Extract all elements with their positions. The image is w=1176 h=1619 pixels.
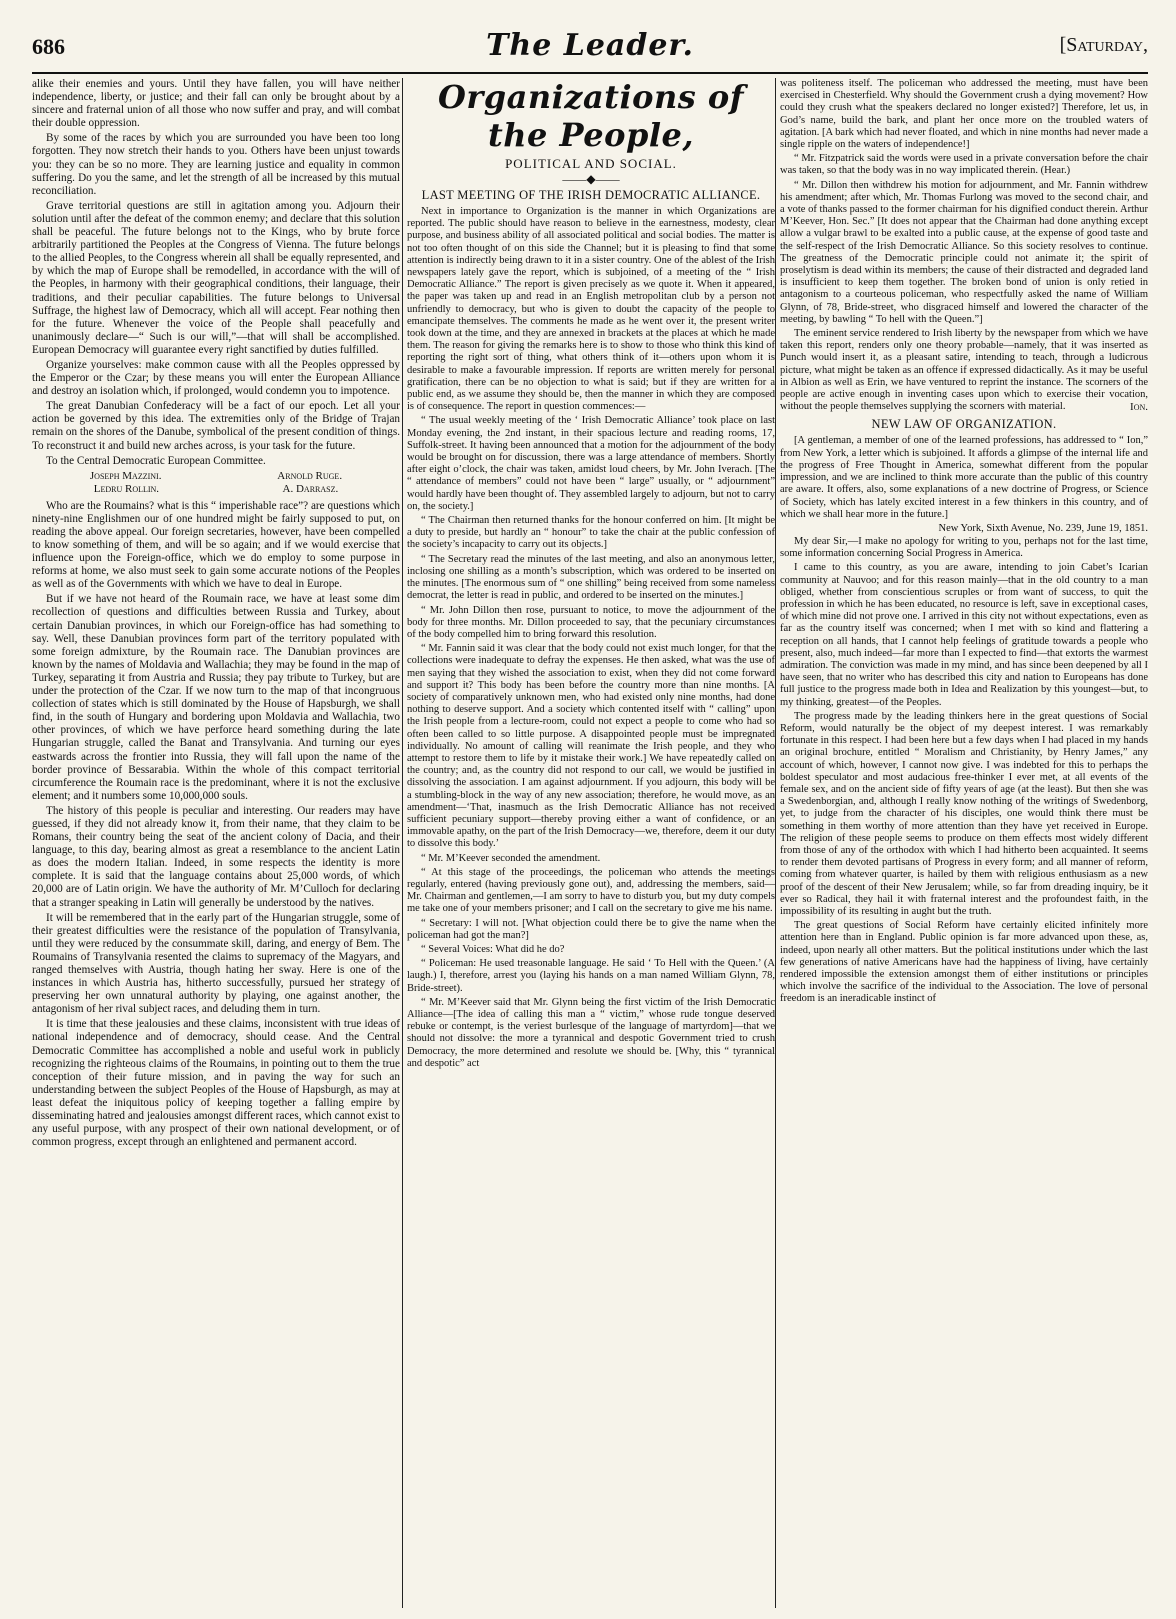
issue-date: [Saturday,	[1059, 34, 1148, 56]
paragraph: Who are the Roumains? what is this “ imperishable race”? are questions which ninety-nine Englishmen our of one hundred might be fairly supposed to put, on reading the above appeal. Our foreign secretaries, however, have been compelled to know something of them, and will be so again; and if we would exercise that influence upon the Foreign-office, which we do employ to some purpose in reforms at home, we also must seek to gain some accurate notions of the Peoples as well as of the Governments with which we have to deal in Europe.	[32, 499, 400, 591]
column-2	[407, 78, 775, 1608]
signature: Ledru Rollin.	[93, 482, 160, 495]
paragraph: “ Mr. Fannin said it was clear that the body could not exist much longer, for that the collections were inadequate to defray the expenses. He then asked, what was the use of men saying that they wished the association to exist, when they did not come forward and support it? This body has been before the country more than nine months. [A society of comparatively unknown men, who had existed only nine months, had done nothing to deserve support. And a society which contented itself with “ calling” upon the Irish people from a lecture-room, could not expect a people to come who had so often been called to so little purpose. A disappointed people must be impregnated individually. No amount of calling will reanimate the Irish people, and they who attempt to restore them to life by it mistake their work.] We have repeatedly called on the country; and, as the country did not respond to our call, we would be justified in dissolving the association. I am against adjournment. If you adjourn, this body will be a stumbling-block in the way of any new association; therefore, he would move, as an amendment—‘That, inasmuch as the Irish Democratic Alliance has not received sufficient pecuniary support—thereby proving either a want of confidence, or an immovable apathy, on the part of the Irish Democracy—we, therefore, deem it our duty to dissolve this body.’	[407, 643, 775, 850]
signature: Arnold Ruge.	[277, 469, 343, 482]
paragraph: “ At this stage of the proceedings, the policeman who attends the meetings regularly, entered (having previously gone out), and, addressing the members, said— Mr. Chairman and gentlemen,—I am sorry to have to disturb you, but my duty compels me take one of your members prisoner; and I call on the secretary to give me his name.	[407, 866, 775, 915]
paragraph: “ Mr. John Dillon then rose, pursuant to notice, to move the adjournment of the body for three months. Mr. Dillon proceeded to say, that the pecuniary circumstances of the body compelled him to bring forward this resolution.	[407, 604, 775, 640]
column-3	[780, 78, 1148, 1608]
author-signature: Ion.	[1130, 401, 1148, 414]
paragraph: It is time that these jealousies and these claims, inconsistent with true ideas of national independence and of democracy, should cease. And the Central Democratic Committee has accomplished a noble and useful work in publicly recognizing the righteous claims of the Roumains, in pointing out to them the true conception of their future mission, and in paving the way for such an understanding between the subject Peoples of the House of Hapsburgh, as may at least defeat the iniquitous policy of keeping together a falling empire by disseminating hatred and jealousies amongst different races, which cannot exist to any useful purpose, with any prospect of their own national development, or of common progress, except through an enlightened and permanent accord.	[32, 1018, 400, 1149]
signatures-row	[32, 470, 400, 483]
paragraph: “ The Secretary read the minutes of the last meeting, and also an anonymous letter, inclosing one shilling as a month’s subscription, which was ordered to be inserted on the minutes. [The enormous sum of “ one shilling” being received from some nameless democrat, the letter is read in public, and ordered to be inserted on the minutes.]	[407, 553, 775, 602]
page-header	[32, 26, 1148, 66]
paragraph: The progress made by the leading thinkers here in the great questions of Social Reform, would naturally be the object of my deepest interest. I was remarkably fortunate in this respect. I had been here but a few days when I had placed in my hands an original brochure, entitled “ Moralism and Christianity, by Henry James,” any account of which, however, I cannot now give. I was indebted for this to perhaps the boldest speculator and most audacious free-thinker I ever met, at all events of the female sex, and on the ancient side of fifty years of age (at the least). But then she was a Swedenborgian, and, although I really know nothing of the writings of Swedenborg, yet, to judge from the character of his disciples, one would think there must be something in them worthy of more attention than they have yet received in Europe. The religion of these people seems to produce on them effects most widely different from those of any of the orthodox with which I had hitherto been acquainted. It seems to render them devoted partisans of Progress in every form; and all manner of reform, coming from whatever quarter, is hailed by them with religious enthusiasm as a new proof of the descent of their New Jerusalem; while, so far from dreading inquiry, be it ever so Radical, they hail it with fraternal interest and the profoundest faith, in the impossibility of its resulting in aught but the truth.	[780, 710, 1148, 917]
article-heading: NEW LAW OF ORGANIZATION.	[871, 417, 1057, 432]
column-divider	[775, 78, 776, 1608]
paragraph: [A gentleman, a member of one of the learned professions, has addressed to “ Ion,” from New York, a letter which is subjoined. It affords a glimpse of the internal life and the progress of Free Thought in America, somewhat different from the popular impression, and we are inclined to think more accurate than the public of this country are aware. It offers, also, some explanations of a new doctrine of Progress, or Science of Society, which has lately excited interest in a few thinkers in this country, and of which we shall hear more in the future.]	[780, 435, 1148, 520]
signatures-row	[32, 483, 400, 496]
column-divider	[402, 78, 403, 1608]
paragraph: “ The usual weekly meeting of the ‘ Irish Democratic Alliance’ took place on last Monday evening, the 2nd instant, in their spacious lecture and reading rooms, 17, Suffolk-street. It having been announced that a motion for the adjournment of the body would be brought on for discussion, there was a large attendance of members. Shortly after eight o’clock, the chair was taken, amidst loud cheers, by Mr. John Iverach. [The “ attendance of members” could not have been “ large” usually, or “ adjournment” would hardly have been thought of. They assembled largely to adjourn, but not to carry on, the society.]	[407, 415, 775, 512]
section-subtitle: POLITICAL AND SOCIAL.	[505, 156, 677, 171]
masthead: The Leader.	[486, 28, 694, 63]
paragraph: The eminent service rendered to Irish liberty by the newspaper from which we have taken this report, renders only one theory probable—namely, that it was inserted as Punch would insert it, as a pleasant satire, intending to teach, through a ludicrous picture, what might be taken as an offence if expressed didactically. As it may be useful in Albion as well as Erin, we have ventured to reprint the instance. The scorners of the people are active enough in inventing cases upon which to exercise their vocation, without the people themselves supplying the scorners with material.	[780, 328, 1148, 413]
paragraph: The great questions of Social Reform have certainly elicited infinitely more attention here than in England. Public opinion is far more advanced upon these, as, indeed, upon nearly all other matters. But the political institutions under which the last few generations of native Americans have had the happiness of living, have certainly rendered impossible the extension amongst them of either institutions or principles which involve the sacrifice of the individual to the Association. The love of personal freedom is an ineradicable instinct of	[780, 920, 1148, 1005]
paragraph: By some of the races by which you are surrounded you have been too long forgotten. They now stretch their hands to you. Others have been unjust towards you: they can be so no more. They are learning justice and equality in common suffering. Do you the same, and let the strength of all be increased by this mutual reconciliation.	[32, 132, 400, 197]
paragraph: “ Mr. Fitzpatrick said the words were used in a private conversation before the chair was taken, so that the body was in no way implicated therein. (Hear.)	[780, 153, 1148, 177]
paragraph: “ Policeman: He used treasonable language. He said ‘ To Hell with the Queen.’ (A laugh.) I, therefore, arrest you (laying his hands on a man named William Glynn, 78, Bride-street).	[407, 958, 775, 994]
header-rule	[32, 72, 1148, 74]
paragraph: But if we have not heard of the Roumain race, we have at least some dim recollection of questions and difficulties between Russia and Turkey, about certain Danubian provinces, in which our Foreign-office has had something to say. Well, these Danubian provinces form part of the territory populated with some foreign admixture, by the Roumain race. The Danubian provinces are known by the names of Moldavia and Wallachia; they may be found in the map of Turkey, separating it from Austria and Russia; they pay tribute to Turkey, but are under the protection of the Czar. If we now turn to the map of that incongruous collection of states which is still dominated by the House of Hapsburgh, we shall find, in the south of Hungary and bordering upon Moldavia and Wallachia, two other provinces, of which we have perforce heard something during the late Hungarian struggle, called the Banat and Transylvania. And turning our eyes eastwards across the frontier into Russia, they will fall upon the name of the border province of Bessarabia. Within the whole of this compact territorial circumference the Roumain race is the predominant, where it is not the exclusive element; and it numbers some 10,000,000 souls.	[32, 593, 400, 802]
paragraph: “ Several Voices: What did he do?	[421, 943, 565, 955]
paragraph: The great Danubian Confederacy will be a fact of our epoch. Let all your action be governed by this idea. The extremities only of the Bridge of Trajan remain on the shores of the Danube, symbolical of the present condition of things. To reconstruct it and build new arches across, is your task for the future.	[32, 400, 400, 452]
paragraph: “ Mr. Dillon then withdrew his motion for adjournment, and Mr. Fannin withdrew his amendment; after which, Mr. Thomas Furlong was moved to the second chair, and a vote of thanks passed to the former chairman for his dignified conduct therein. Arthur M’Keever, Hon. Sec.” [It does not appear that the Chairman had done anything except allow a vulgar brawl to be exalted into a public cause, at the expense of good taste and the self-respect of the Irish Democratic Alliance. So this society resolves to continue. The greatness of the Democratic principle could not animate it; the spirit of proselytism is dead within its members; the cause of their distracted and degraded land is insufficient to keep them together. The broken bond of union is only retied in antagonism to a courteous policeman, who respectfully asked the name of William Glynn, of 78, Bride-street, who disgraced himself and lowered the character of the meeting, by bawling “ To hell with the Queen.”]	[780, 179, 1148, 325]
paragraph: “ The Chairman then returned thanks for the honour conferred on him. [It might be a duty to preside, but hardly an “ honour” to take the chair at the public confession of the society’s incapacity to carry out its objects.]	[407, 515, 775, 551]
paragraph: I came to this country, as you are aware, intending to join Cabet’s Icarian community at Nauvoo; and for this reason mainly—that in the old country to a man obliged, whether from conscientious scruples or from want of success, to quit the profession in which he has been educated, no resource is left, save in exceptional cases, of which mine did not prove one. I arrived in this city not without expectations, even as far as the country itself was concerned; when I met with so kind and flattering a reception on all hands, that I cannot help feelings of gratitude towards a people who present, also, much indeed—far more than I expected to find—that extorts the warmest admiration. The conviction was made in my mind, and has since been deepened by all I have seen, that no writer who has described this city and nation to Europeans has done full justice to the progress made both in Idea and Realization by this youngest—but, to my thinking, greatest—of the Peoples.	[780, 562, 1148, 708]
signature: Joseph Mazzini.	[89, 469, 162, 482]
article-heading: LAST MEETING OF THE IRISH DEMOCRATIC ALLIANCE.	[421, 188, 761, 202]
paragraph: was politeness itself. The policeman who addressed the meeting, must have been exercised in Chesterfield. Why should the Government crush a dying movement? How could they crush what the speakers declared no longer existed?] Therefore, let us, in God’s name, build the bark, and plant her once more on the troubled waters of agitation. [A bark which had never floated, and which in nine months had never made a single ripple on the waters of independence!]	[780, 78, 1148, 151]
ornament-rule-icon: ——◆——	[562, 172, 620, 186]
paragraph: The history of this people is peculiar and interesting. Our readers may have guessed, if they did not already know it, from their name, that they claim to be Romans, their country being the seat of the ancient colony of Dacia, and their language, to this day, bearing almost as great a resemblance to the ancient Latin as does the modern Italian. Indeed, in some respects the identity is more complete. It is said that the language contains about 25,000 words, of which 20,000 are of Latin origin. We have the authority of Mr. M’Culloch for declaring that a stranger speaking in Latin will generally be understood by the natives.	[32, 804, 400, 909]
letter-dateline: New York, Sixth Avenue, No. 239, June 19, 1851.	[938, 522, 1148, 534]
section-title: Organizations of the People,	[438, 78, 744, 154]
paragraph: “ Secretary: I will not. [What objection could there be to give the name when the policeman had got the man?]	[407, 917, 775, 941]
paragraph: Organize yourselves: make common cause with all the Peoples oppressed by the Emperor or the Czar; by these means you will enter the European Alliance and destroy an isolation which, if prolonged, would condemn you to impotence.	[32, 358, 400, 398]
paragraph: alike their enemies and yours. Until they have fallen, you will have neither independence, liberty, or justice; and their fall can only be brought about by a sincere and fraternal union of all those who now suffer and pray, and will combat their double oppression.	[32, 78, 400, 130]
paragraph: My dear Sir,—I make no apology for writing to you, perhaps not for the last time, some information concerning Social Progress in America.	[780, 535, 1148, 560]
paragraph: “ Mr. M’Keever said that Mr. Glynn being the first victim of the Irish Democratic Alliance—[The idea of calling this man a “ victim,” whose rude tongue deserved rebuke or contempt, is the veriest burlesque of the language of martyrdom]—that we should not dissolve: the more a tyrannical and despotic Government tried to crush Democracy, the more determined and resolute we should be. [Why, this “ tyrannical and despotic” act	[407, 996, 775, 1069]
page-number: 686	[32, 34, 65, 59]
paragraph: To the Central Democratic European Committee.	[46, 454, 266, 467]
paragraph: “ Mr. M’Keever seconded the amendment.	[421, 852, 601, 864]
signature: A. Darrasz.	[282, 482, 339, 495]
paragraph: Grave territorial questions are still in agitation among you. Adjourn their solution until after the defeat of the common enemy; and declare that this solution shall be peaceful. The future belongs not to the Kings, who by brute force arbitrarily partitioned the Peoples at the Congress of Vienna. The future belongs to the allied Peoples, to the Congress wherein all shall be equally represented, and by which the map of Europe shall be remodelled, in accordance with the will of the Peoples, in harmony with their geographical conditions, their language, their traditions, and their peculiar capabilities. The future belongs to Universal Suffrage, the highest law of Democracy, which all will accept. Fear nothing then for the future. Whenever the voice of the People shall peacefully and unanimously declare—“ Such is our will,”—that will shall be accomplished. European Democracy will guarantee every right sanctified by duties fulfilled.	[32, 199, 400, 356]
paragraph: Next in importance to Organization is the manner in which Organizations are reported. The public should have reason to believe in the earnestness, modesty, clear purpose, and business ability of all associated political and social bodies. The matter is not too often thought of on this side the Channel; but it is pleasing to find that some attention is indirectly being drawn to it in a sister country. One of the ablest of the Irish newspapers lately gave the report, which is subjoined, of a meeting of the “ Irish Democratic Alliance.” The report is given precisely as we quote it. When it appeared, the paper was taken up and read in an English metropolitan club by a person not unfriendly to democracy, but who is given to doubt the capacity of the people to emancipate themselves. The comments he made as he went over it, the present writer took down at the time, and they are annexed in brackets at the places at which he made them. The reason for giving the remarks here is to show to those who think this kind of reporting the right sort of thing, what others think of it—others upon whom it is desirable to make a favourable impression. If reports are written merely for personal gratification, there can be no objection to what is said; but if they are written for a public end, as we assume they should be, then the manner in which they are composed is of consequence. The report in question commences:—	[407, 206, 775, 413]
paragraph: It will be remembered that in the early part of the Hungarian struggle, some of their greatest difficulties were the resistance of the population of Transylvania, until they were reduced by the consummate skill, daring, and energy of Bem. The Roumains of Transylvania resented the claims to supremacy of the Magyars, and ranged themselves with Austria, though hating her sway. Here is one of the instances in which Austria has, hitherto successfully, pursued her strategy of preserving her own unnatural authority by playing, one against another, the antagonism of her rival subject races, and deluding them in turn.	[32, 911, 400, 1016]
column-1	[32, 78, 400, 1608]
